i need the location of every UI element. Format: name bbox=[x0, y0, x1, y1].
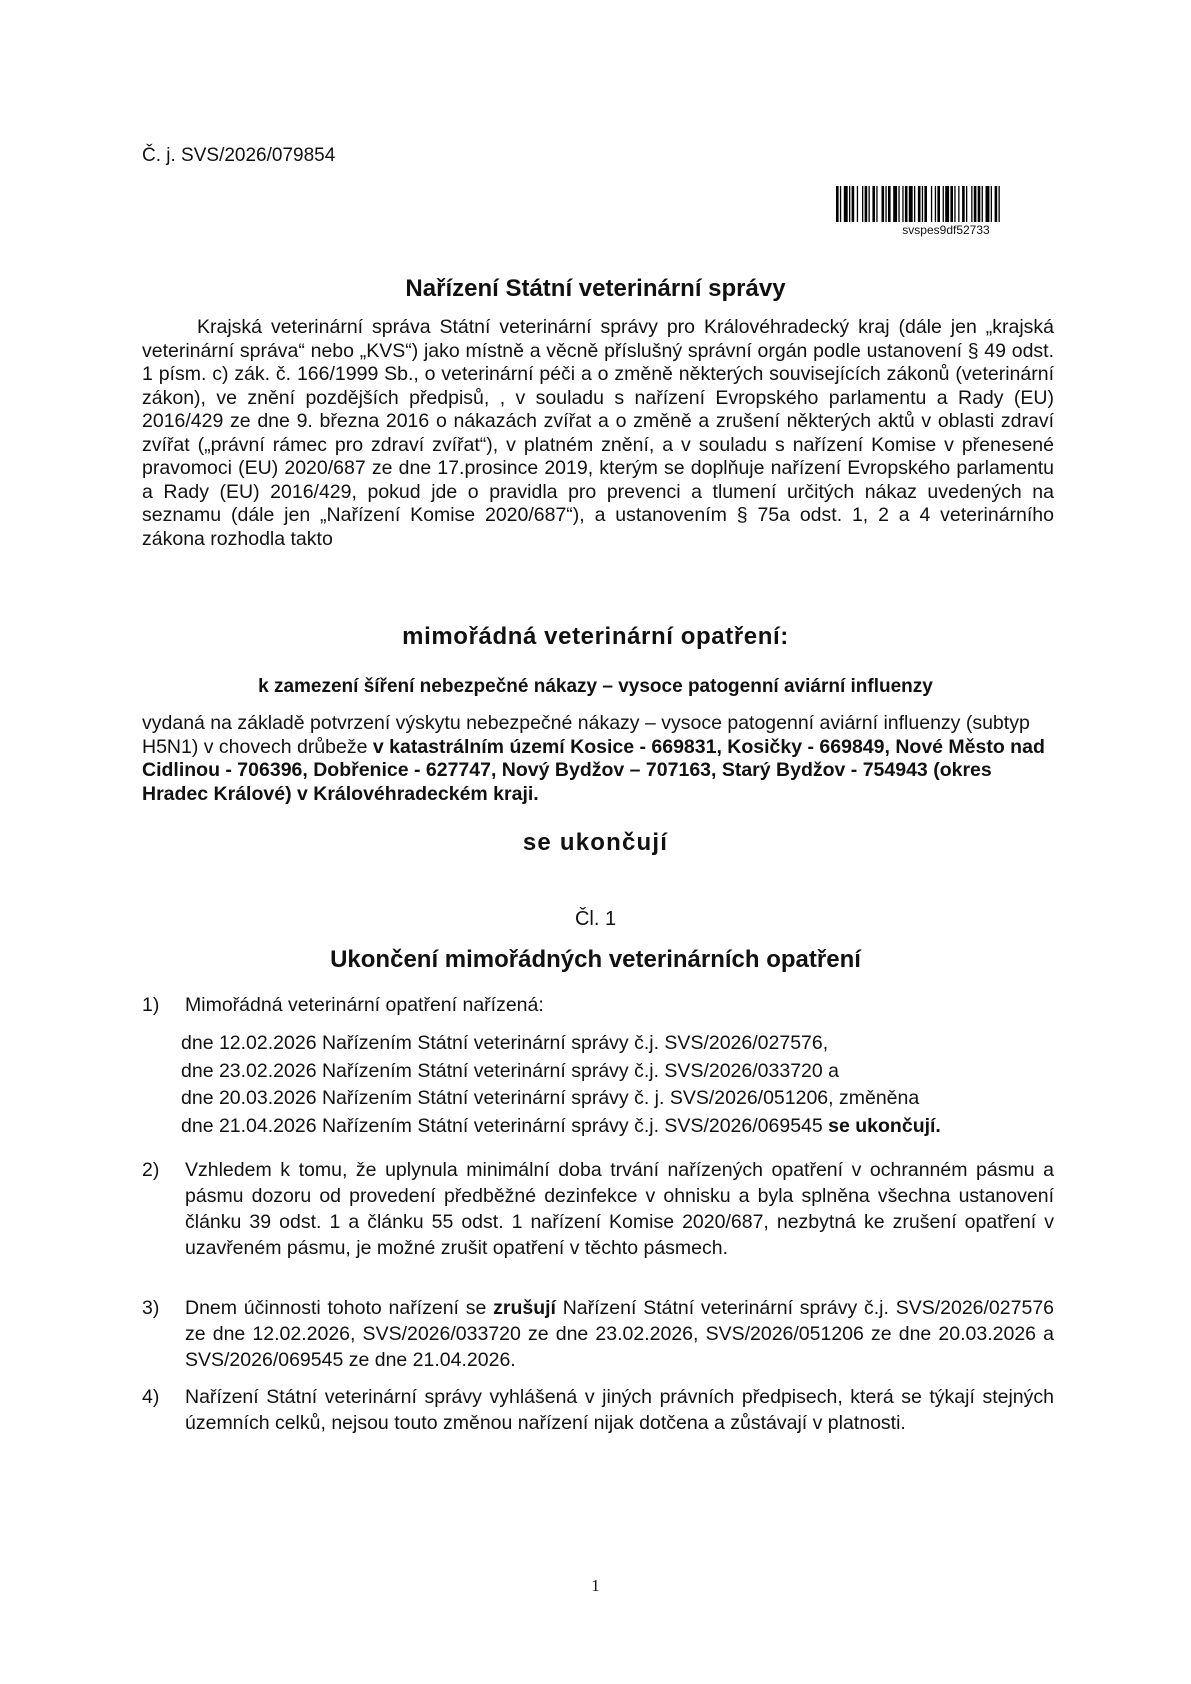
list-item bbox=[181, 1113, 1061, 1141]
barcode-block bbox=[836, 186, 1056, 237]
article-title: Ukončení mimořádných veterinárních opatření bbox=[330, 946, 861, 973]
article-item-3 bbox=[142, 1295, 1054, 1373]
basis-plain-text: vydaná na základě potvrzení výskytu nebezpečné nákazy – vysoce patogenní aviární influenzy (subtyp H5N1) v chovech drůbeže bbox=[142, 712, 1030, 758]
list-item-bold: se ukončují. bbox=[828, 1114, 941, 1137]
decree-heading: mimořádná veterinární opatření: bbox=[402, 623, 789, 650]
item-number: 4) bbox=[142, 1386, 160, 1408]
article-item-2 bbox=[142, 1157, 1054, 1261]
purpose-heading: k zamezení šíření nebezpečné nákazy – vysoce patogenní aviární influenzy bbox=[258, 676, 933, 697]
page-number: 1 bbox=[591, 1576, 600, 1595]
article-item-1 bbox=[142, 992, 1054, 1018]
measures-list bbox=[181, 1030, 1061, 1140]
item-number: 3) bbox=[142, 1297, 160, 1319]
item-text-post: Nařízení Státní veterinární správy č.j. SVS/2026/027576 ze dne 12.02.2026, SVS/2026/033720 ze dne 23.02.2026, SVS/2026/051206 ze dne 20.03.2026 a SVS/2026/069545 ze dne 21.04.2026. bbox=[185, 1297, 1055, 1371]
item-text-bold: zrušují bbox=[493, 1297, 556, 1319]
item-number: 1) bbox=[142, 994, 160, 1016]
basis-bold-text: v katastrálním území Kosice - 669831, Kosičky - 669849, Nové Město nad Cidlinou - 706396, Dobřenice - 627747, Nový Bydžov – 707163, Starý Bydžov - 754943 (okres Hradec Králové) v Královéhradeckém kraji. bbox=[142, 735, 1045, 805]
list-item: dne 23.02.2026 Nařízením Státní veterinární správy č.j. SVS/2026/033720 a bbox=[181, 1059, 839, 1082]
barcode-image bbox=[836, 186, 1056, 222]
document-title: Nařízení Státní veterinární správy bbox=[405, 275, 786, 302]
list-item-text: dne 21.04.2026 Nařízením Státní veterinární správy č.j. SVS/2026/069545 bbox=[181, 1114, 829, 1137]
item-number: 2) bbox=[142, 1159, 160, 1181]
ending-heading: se ukončují bbox=[522, 829, 669, 856]
item-text-pre: Dnem účinnosti tohoto nařízení se bbox=[185, 1297, 494, 1319]
item-text: Mimořádná veterinární opatření nařízená: bbox=[185, 994, 544, 1016]
item-text: Vzhledem k tomu, že uplynula minimální doba trvání nařízených opatření v ochranném pásmu a pásmu dozoru od provedení předběžné dezinfekce v ohnisku a byla splněna všechna ustanovení článku 39 odst. 1 a článku 55 odst. 1 nařízení Komise 2020/687, nezbytná ke zrušení opatření v uzavřeném pásmu, je možné zrušit opatření v těchto pásmech. bbox=[185, 1159, 1054, 1259]
list-item: dne 12.02.2026 Nařízením Státní veterinární správy č.j. SVS/2026/027576, bbox=[181, 1032, 829, 1054]
article-number: Čl. 1 bbox=[574, 908, 617, 930]
list-item: dne 20.03.2026 Nařízením Státní veterinární správy č. j. SVS/2026/051206, změněna bbox=[181, 1087, 920, 1109]
item-text: Nařízení Státní veterinární správy vyhlášená v jiných právních předpisech, která se týkají stejných územních celků, nejsou touto změnou nařízení nijak dotčena a zůstávají v platnosti. bbox=[185, 1386, 1054, 1434]
item-text bbox=[185, 1295, 1054, 1373]
barcode-text: svspes9df52733 bbox=[902, 223, 990, 237]
basis-paragraph bbox=[142, 712, 1054, 806]
article-item-4 bbox=[142, 1384, 1054, 1436]
intro-paragraph: Krajská veterinární správa Státní veterinární správy pro Královéhradecký kraj (dále jen „krajská veterinární správa“ nebo „KVS“) jako místně a věcně příslušný správní orgán podle ustanovení § 49 odst. 1 písm. c) zák. č. 166/1999 Sb., o veterinární péči a o změně některých souvisejících zákonů (veterinární zákon), ve znění pozdějších předpisů, , v souladu s nařízení Evropského parlamentu a Rady (EU) 2016/429 ze dne 9. března 2016 o nákazách zvířat a o změně a zrušení některých aktů v oblasti zdraví zvířat („právní rámec pro zdraví zvířat“), v platném znění, a v souladu s nařízení Komise v přenesené pravomoci (EU) 2020/687 ze dne 17.prosince 2019, kterým se doplňuje nařízení Evropského parlamentu a Rady (EU) 2016/429, pokud jde o pravidla pro prevenci a tlumení určitých nákaz uvedených na seznamu (dále jen „Nařízení Komise 2020/687“), a ustanovením § 75a odst. 1, 2 a 4 veterinárního zákona rozhodla takto bbox=[142, 316, 1054, 550]
reference-number: Č. j. SVS/2026/079854 bbox=[142, 145, 336, 166]
